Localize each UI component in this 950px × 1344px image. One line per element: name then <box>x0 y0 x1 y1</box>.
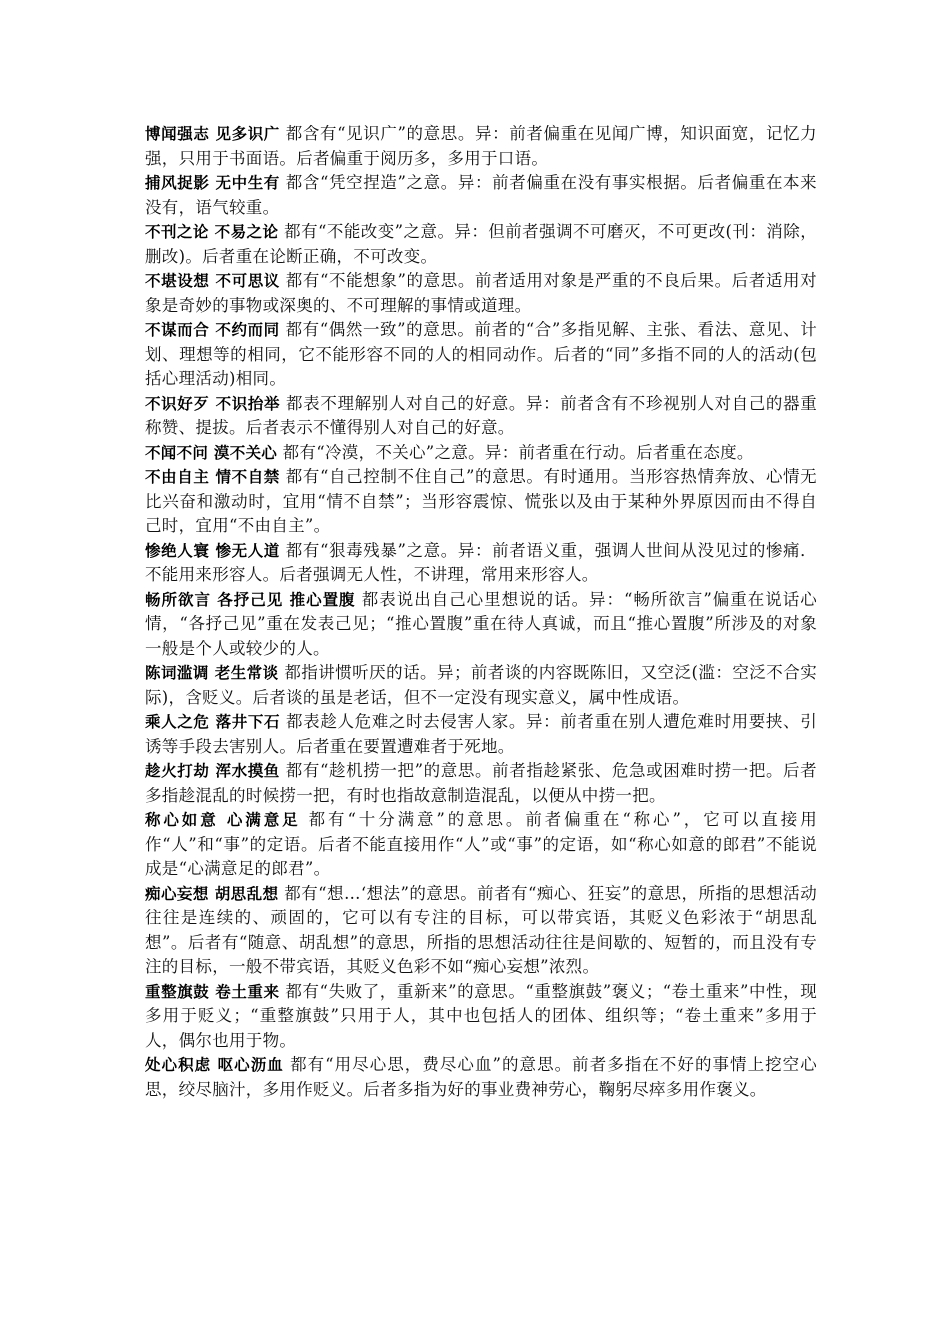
idiom-entry <box>145 441 817 466</box>
idiom-explanation: 都有“自己控制不住自己”的意思。有时通用。当形容热情奔放、心情无比兴奋和激动时，宜用“情不自禁”；当形容震惊、慌张以及由于某种外界原因而由不得自己时，宜用“不由自主”。 <box>145 467 817 535</box>
idiom-explanation: 都有“失败了，重新来”的意思。“重整旗鼓”褒义；“卷土重来”中性，现多用于贬义；“重整旗鼓”只用于人，其中也包括人的团体、组织等；“卷土重来”多用于人，偶尔也用于物。 <box>145 981 818 1050</box>
idiom-explanation: 都有“偶然一致”的意思。前者的“合”多指见解、主张、看法、意见、计划、理想等的相同，它不能形容不同的人的相同动作。后者的“同”多指不同的人的活动(包括心理活动)相同。 <box>145 320 817 388</box>
idiom-terms: 处心积虑 呕心沥血 <box>145 1056 284 1074</box>
idiom-entry <box>145 808 817 882</box>
idiom-terms: 重整旗鼓 卷土重来 <box>145 982 280 1001</box>
idiom-explanation: 都有“趁机捞一把”的意思。前者指趁紧张、危急或困难时捞一把。后者多指趁混乱的时候捞一把，有时也指故意制造混乱，以便从中捞一把。 <box>145 761 817 805</box>
idiom-explanation: 都表说出自己心里想说的话。异：“畅所欲言”偏重在说话心情，“各抒己见”重在发表己见；“推心置腹”重在待人真诚，而且“推心置腹”所涉及的对象一般是个人或较少的人。 <box>145 589 817 658</box>
idiom-entry <box>145 392 817 441</box>
idiom-entry <box>145 588 817 662</box>
idiom-explanation: 都含“凭空捏造”之意。异：前者偏重在没有事实根据。后者偏重在本来没有，语气较重。 <box>145 173 817 217</box>
idiom-terms: 博闻强志 见多识广 <box>145 125 280 143</box>
idiom-entry <box>145 318 817 392</box>
idiom-terms: 痴心妄想 胡思乱想 <box>145 884 279 903</box>
idiom-entry <box>145 980 817 1054</box>
idiom-explanation: 都有“冷漠，不关心”之意。异：前者重在行动。后者重在态度。 <box>282 442 754 462</box>
idiom-explanation: 都有“狠毒残暴”之意。异：前者语义重，强调人世间从没见过的惨痛．不能用来形容人。后者强调无人性，不讲理，常用来形容人。 <box>145 540 817 584</box>
idiom-entry <box>145 269 817 318</box>
idiom-terms: 不堪设想 不可思议 <box>145 272 280 290</box>
idiom-terms: 陈词滥调 老生常谈 <box>145 664 279 682</box>
idiom-entry <box>145 122 817 171</box>
idiom-explanation: 都有“不能想象”的意思。前者适用对象是严重的不良后果。后者适用对象是奇妙的事物或深奥的、不可理解的事情或道理。 <box>145 271 817 315</box>
idiom-entry <box>145 220 817 269</box>
idiom-terms: 畅所欲言 各抒己见 推心置腹 <box>145 590 356 609</box>
idiom-explanation: 都含有“见识广”的意思。异：前者偏重在见闻广博，知识面宽，记忆力强，只用于书面语。后者偏重于阅历多，多用于口语。 <box>145 124 817 168</box>
idiom-terms: 乘人之危 落井下石 <box>145 713 281 731</box>
idiom-entry <box>145 171 817 220</box>
idiom-entry <box>145 882 817 980</box>
idiom-terms: 捕风捉影 无中生有 <box>145 174 280 192</box>
idiom-terms: 称心如意 心满意足 <box>145 811 301 829</box>
idiom-terms: 不由自主 情不自禁 <box>145 468 280 486</box>
idiom-entry <box>145 710 817 759</box>
idiom-entry <box>145 539 817 588</box>
idiom-explanation: 都表不理解别人对自己的好意。异：前者含有不珍视别人对自己的器重称赞、提拔。后者表示不懂得别人对自己的好意。 <box>145 393 817 437</box>
idiom-entry <box>145 661 817 710</box>
idiom-explanation: 都有“不能改变”之意。异：但前者强调不可磨灭，不可更改(刊：消除，删改)。后者重在论断正确，不可改变。 <box>145 222 817 266</box>
idiom-entry <box>145 1053 817 1102</box>
idiom-entry <box>145 759 817 808</box>
idiom-terms: 不闻不问 漠不关心 <box>145 443 278 462</box>
idiom-terms: 不刊之论 不易之论 <box>145 223 279 241</box>
idiom-explanation: 都表趁人危难之时去侵害人家。异：前者重在别人遭危难时用要挟、引诱等手段去害别人。后者重在要置遭难者于死地。 <box>145 712 817 756</box>
idiom-terms: 趁火打劫 浑水摸鱼 <box>145 762 280 780</box>
document-body <box>145 122 817 1102</box>
idiom-explanation: 都有“十分满意”的意思。前者偏重在“称心”，它可以直接用作“人”和“事”的定语。后者不能直接用作“人”或“事”的定语，如“称心如意的郎君”不能说成是“心满意足的郎君”。 <box>145 810 817 878</box>
idiom-explanation: 都有“想…‘想法”的意思。前者有“痴心、狂妄”的意思，所指的思想活动往往是连续的、顽固的，它可以有专注的目标，可以带宾语，其贬义色彩浓于“胡思乱想”。后者有“随意、胡乱想”的意思，所指的思想活动往往是间歇的、短暂的，而且没有专注的目标，一般不带宾语，其贬义色彩不如“痴心妄想”浓烈。 <box>145 883 818 976</box>
idiom-explanation: 都有“用尽心思，费尽心血”的意思。前者多指在不好的事情上挖空心思，绞尽脑汁，多用作贬义。后者多指为好的事业费神劳心，鞠躬尽瘁多用作褒义。 <box>145 1055 818 1099</box>
idiom-terms: 不谋而合 不约而同 <box>145 321 280 339</box>
idiom-explanation: 都指讲惯听厌的话。异；前者谈的内容既陈旧，又空泛(滥：空泛不合实际)，含贬义。后者谈的虽是老话，但不一定没有现实意义，属中性成语。 <box>145 663 817 707</box>
idiom-entry <box>145 465 817 539</box>
idiom-terms: 惨绝人寰 惨无人道 <box>145 541 280 560</box>
idiom-terms: 不识好歹 不识抬举 <box>145 394 281 413</box>
